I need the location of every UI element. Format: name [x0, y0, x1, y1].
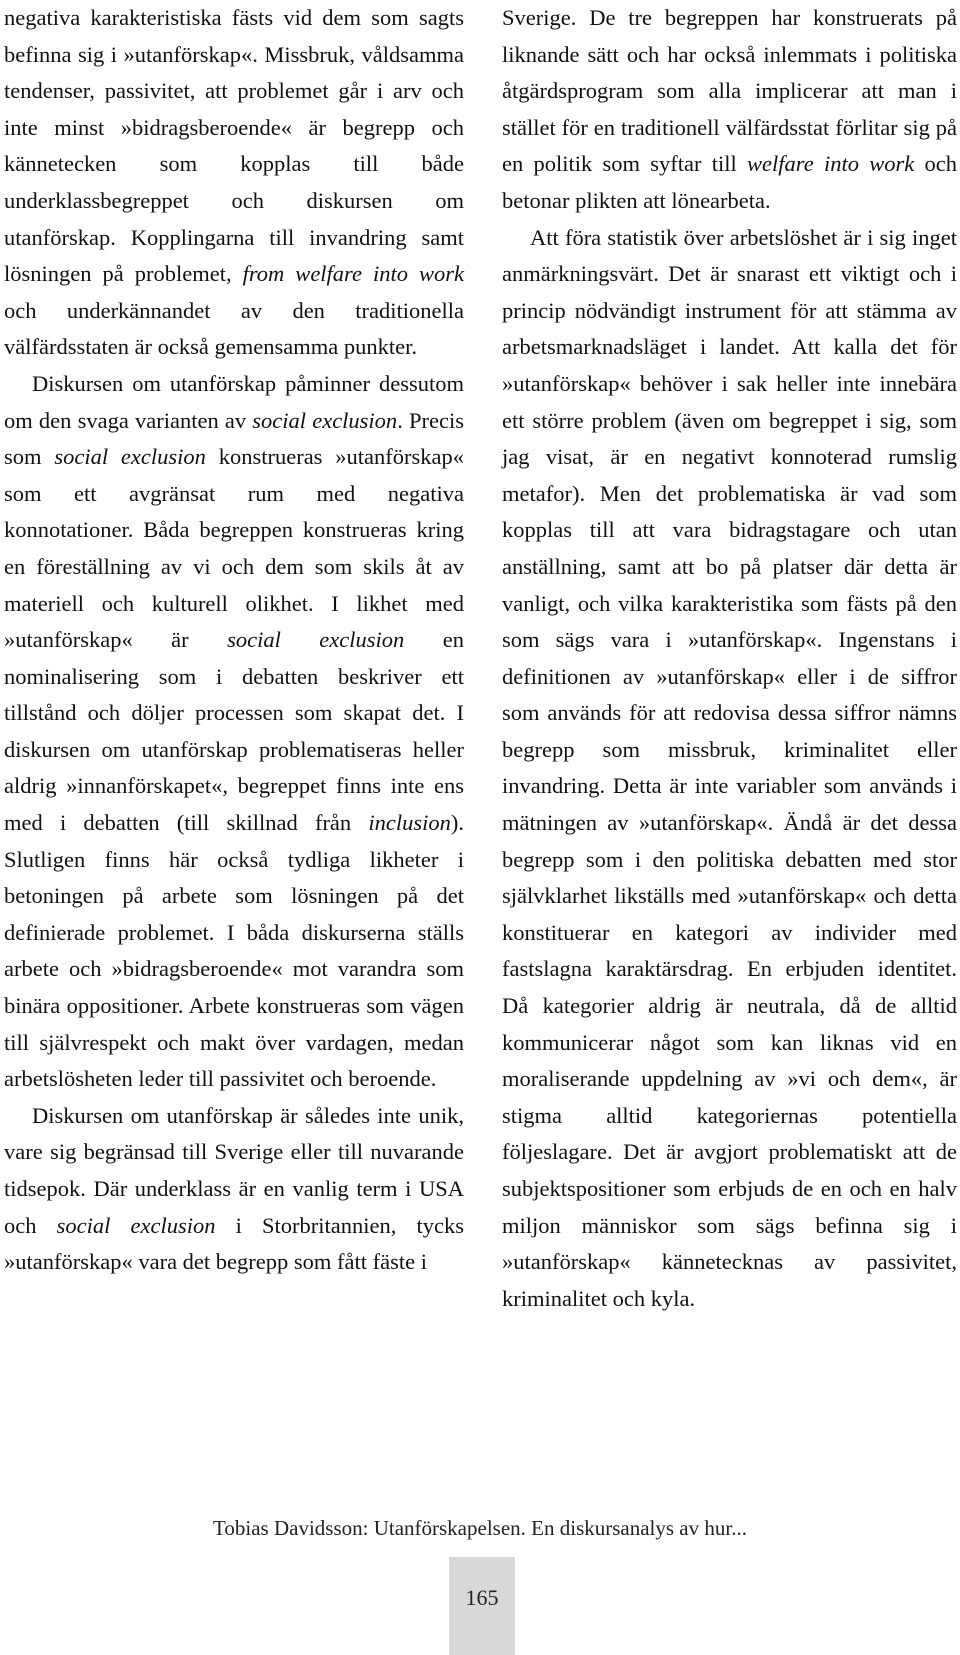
text-run: i Storbritannien, tycks »utanförskap« vara det begrepp som fått fäste i — [4, 1212, 464, 1275]
paragraph-continued — [4, 0, 464, 366]
right-text-column — [502, 0, 957, 1317]
text-run: ). Slutligen finns här också tydliga likheter i betoningen på arbete som lösningen på det definierade problemet. I båda diskurserna ställs arbete och »bidragsberoende« mot varandra som binära oppositioner. Arbete konstrueras som vägen till självrespekt och makt över vardagen, medan arbetslösheten leder till passivitet och beroende. — [4, 810, 464, 1092]
italic-term: inclusion — [368, 810, 451, 836]
page-number: 165 — [465, 1585, 499, 1610]
italic-term: social exclusion — [56, 1212, 216, 1238]
text-run: Diskursen om utanförskap är således inte unik, vare sig begränsad till Sverige eller till nuvarande tidsepok. Där underklass är en vanlig term i USA och — [4, 1102, 464, 1238]
text-run: Sverige. De tre begreppen har konstruerats på liknande sätt och har också inlemmats i politiska åtgärdsprogram som alla implicerar att man i stället för en traditionell välfärdsstat förlitar sig på en politik som syftar till — [502, 5, 957, 177]
text-run: . Precis som — [4, 407, 464, 470]
text-run: Att föra statistik över arbetslöshet är i sig inget anmärkningsvärt. Det är snarast ett viktigt och i princip nödvändigt instrument för att stämma av arbetsmarknadsläget i landet. Att kalla det för »utanförskap« behöver i sak heller inte innebära ett större problem (även om begreppet i sig, som jag visat, är en negativt konnoterad rumslig metafor). Men det problematiska är vad som kopplas till att vara bidragstagare och utan anställning, samt att bo på platser där detta är vanligt, och vilka karakteristika som fästs på den som sägs vara i »utanförskap«. Ingenstans i definitionen av »utanförskap« eller i de siffror som används för att redovisa dessa siffror nämns begrepp som missbruk, kriminalitet eller invandring. Detta är inte variabler som används i mätningen av »utanförskap«. Ändå är det dessa begrepp som i den politiska debatten med stor självklarhet likställs med »utanförskap« och detta konstituerar en kategori av individer med fastslagna karaktärsdrag. En erbjuden identitet. Då kategorier aldrig är neutrala, då de alltid kommunicerar något som kan liknas vid en moraliserande uppdelning av »vi och dem«, är stigma alltid kategoriernas potentiella följeslagare. Det är avgjort problematiskt att de subjektspositioner som erbjuds de en och en halv miljon människor som sägs befinna sig i »utanförskap« kännetecknas av passivitet, kriminalitet och kyla. — [502, 224, 957, 1311]
text-run: och underkännandet av den traditionella välfärdsstaten är också gemensamma punkter. — [4, 297, 464, 360]
italic-term: social exclusion — [227, 627, 405, 653]
paragraph-continued — [502, 0, 957, 220]
paragraph — [502, 220, 957, 1318]
running-footer: Tobias Davidsson: Utanförskapelsen. En diskursanalys av hur... — [213, 1516, 747, 1540]
text-run: en nominalisering som i debatten beskriver ett tillstånd och döljer processen som skapat det. I diskursen om utanförskap problematiseras heller aldrig »innanförskapet«, begreppet finns inte ens med i debatten (till skillnad från — [4, 627, 464, 836]
italic-term: welfare into work — [747, 151, 915, 177]
left-text-column — [4, 0, 464, 1281]
italic-term: social exclusion — [54, 444, 206, 470]
text-run: negativa karakteristiska fästs vid dem som sagts befinna sig i »utanförskap«. Missbruk, våldsamma tendenser, passivitet, att problemet går i arv och inte minst »bidragsberoende« är begrepp och kännetecken som kopplas till både underklassbegreppet och diskursen om utanförskap. Kopplingarna till invandring samt lösningen på problemet, — [4, 5, 464, 287]
text-run: Diskursen om utanförskap påminner dessutom om den svaga varianten av — [4, 370, 464, 433]
italic-term: social exclusion — [252, 407, 398, 433]
paragraph — [4, 1098, 464, 1281]
paragraph — [4, 366, 464, 1098]
text-run: och betonar plikten att lönearbeta. — [502, 151, 957, 213]
text-run: konstrueras »utanförskap« som ett avgränsat rum med negativa konnotationer. Båda begreppen konstrueras kring en föreställning av vi och dem som skils åt av materiell och kulturell olikhet. I likhet med »utanförskap« är — [4, 444, 464, 653]
page-number-tab — [449, 1557, 515, 1655]
italic-term: from welfare into work — [242, 261, 464, 287]
